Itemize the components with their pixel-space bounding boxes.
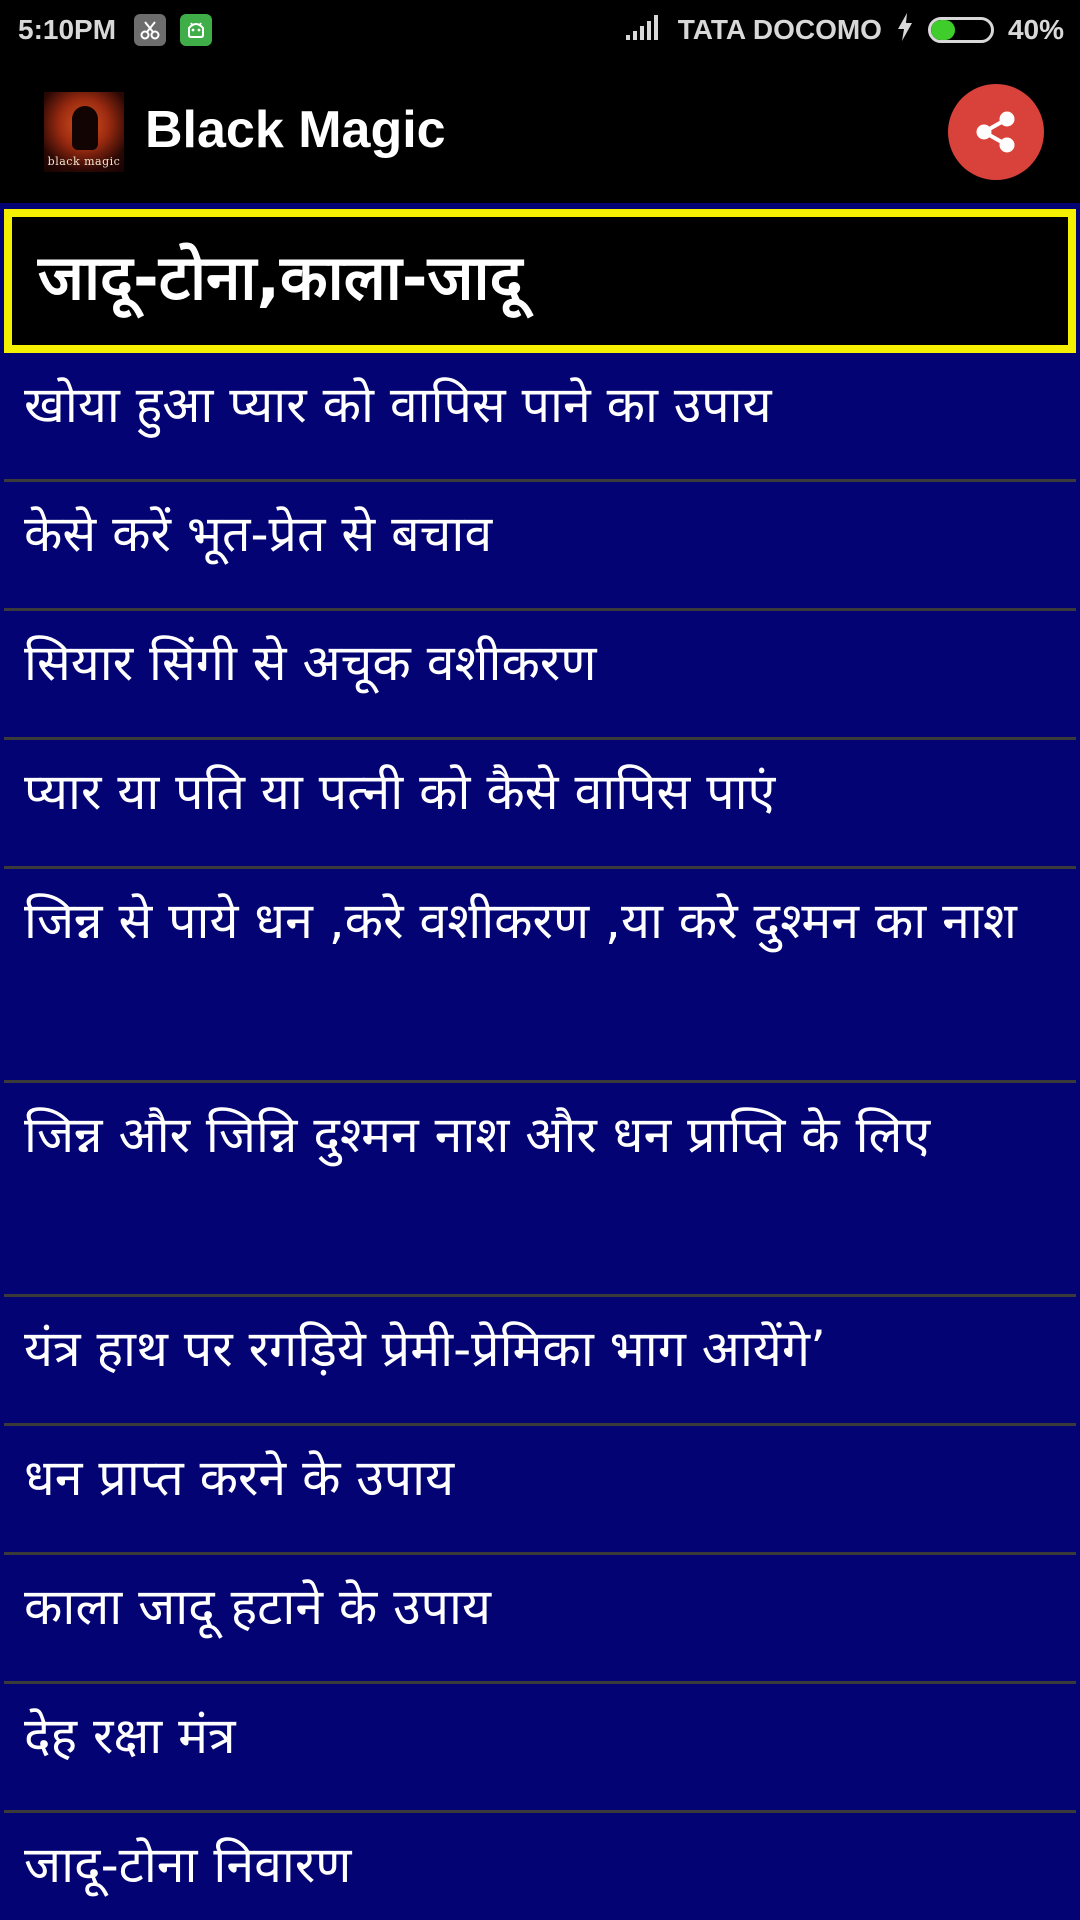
list-item[interactable]: जिन्न और जिन्नि दुश्मन नाश और धन प्राप्ति के लिए <box>4 1083 1076 1297</box>
signal-icon <box>624 13 664 48</box>
charging-icon <box>896 12 914 49</box>
list-item[interactable]: धन प्राप्त करने के उपाय <box>4 1426 1076 1555</box>
status-right-group <box>624 12 1064 49</box>
topic-list <box>4 353 1076 1920</box>
list-item[interactable]: जादू-टोना निवारण <box>4 1813 1076 1920</box>
status-bar <box>0 0 1080 60</box>
hooded-figure-icon <box>72 106 98 150</box>
list-item[interactable]: सियार सिंगी से अचूक वशीकरण <box>4 611 1076 740</box>
android-notification-icon <box>180 14 212 46</box>
battery-percent: 40% <box>1007 14 1064 45</box>
section-header: जादू-टोना,काला-जादू <box>4 209 1076 353</box>
share-icon <box>969 105 1023 159</box>
battery-icon <box>928 17 994 43</box>
carrier-name: TATA DOCOMO <box>677 14 882 45</box>
battery-level-fill <box>931 20 955 40</box>
list-item[interactable]: काला जादू हटाने के उपाय <box>4 1555 1076 1684</box>
scissors-notification-icon <box>134 14 166 46</box>
app-title: Black Magic <box>145 101 446 159</box>
app-bar <box>0 60 1080 203</box>
content-area <box>0 203 1080 1920</box>
list-item[interactable]: खोया हुआ प्यार को वापिस पाने का उपाय <box>4 353 1076 482</box>
list-item[interactable]: जिन्न से पाये धन ,करे वशीकरण ,या करे दुश्मन का नाश <box>4 869 1076 1083</box>
list-item[interactable]: यंत्र हाथ पर रगड़िये प्रेमी-प्रेमिका भाग आयेंगे’ <box>4 1297 1076 1426</box>
status-time: 5:10PM <box>18 14 117 45</box>
list-item[interactable]: देह रक्षा मंत्र <box>4 1684 1076 1813</box>
list-item[interactable]: प्यार या पति या पत्नी को कैसे वापिस पाएं <box>4 740 1076 869</box>
app-logo-text: black magic <box>47 155 121 168</box>
app-logo <box>44 92 124 172</box>
list-item[interactable]: केसे करें भूत-प्रेत से बचाव <box>4 482 1076 611</box>
share-button[interactable] <box>948 84 1044 180</box>
